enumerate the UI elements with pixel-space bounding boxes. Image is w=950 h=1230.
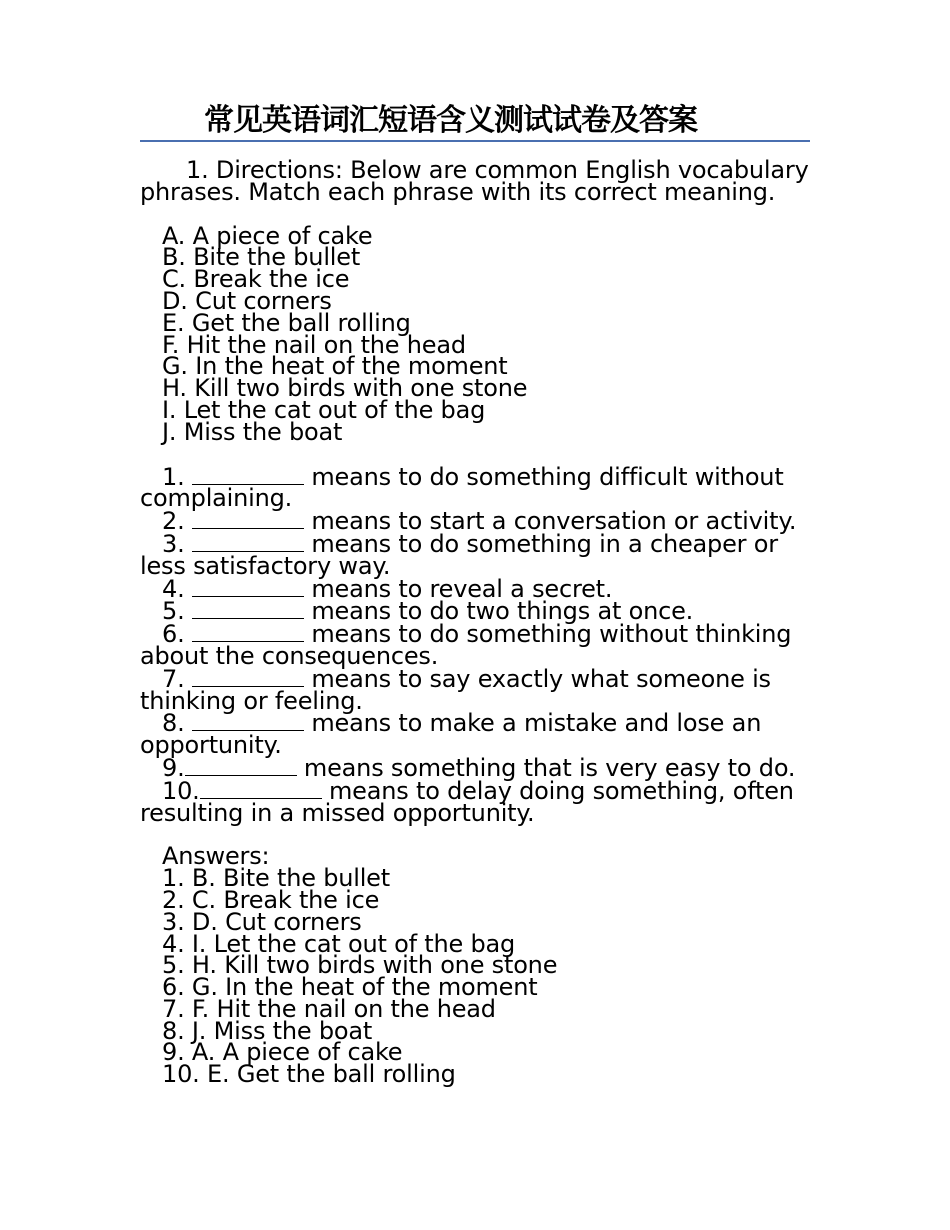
title-underline — [140, 140, 810, 142]
question-text: means something that is very easy to do. — [296, 753, 796, 782]
question-number: 10. — [162, 776, 200, 805]
option-item: B. Bite the bullet — [162, 243, 361, 272]
page-title: 常见英语词汇短语含义测试试卷及答案 — [204, 103, 697, 138]
answer-item: 4. I. Let the cat out of the bag — [162, 929, 516, 958]
option-item: E. Get the ball rolling — [162, 308, 411, 337]
question-text: means to do something in a cheaper or less satisfactory way. — [140, 529, 778, 580]
answer-item: 2. C. Break the ice — [162, 885, 380, 914]
question-number: 6. — [162, 620, 192, 649]
directions-text: 1. Directions: Below are common English vocabulary phrases. Match each phrase with its correct meaning. — [140, 156, 809, 206]
answer-blank — [185, 757, 297, 776]
question-number: 2. — [162, 507, 192, 536]
answer-item: 5. H. Kill two birds with one stone — [162, 951, 558, 980]
question-text: means to make a mistake and lose an opportunity. — [140, 709, 762, 760]
question-number: 3. — [162, 529, 192, 558]
option-item: J. Miss the boat — [162, 417, 343, 446]
question-text: means to do two things at once. — [303, 597, 694, 626]
question-text: means to say exactly what someone is thinking or feeling. — [140, 664, 771, 715]
question-number: 1. — [162, 462, 192, 491]
answer-item: 9. A. A piece of cake — [162, 1038, 403, 1067]
answer-blank — [192, 623, 304, 642]
title-block — [140, 100, 810, 142]
answer-item: 10. E. Get the ball rolling — [162, 1060, 456, 1089]
answer-blank — [200, 780, 322, 799]
option-item: H. Kill two birds with one stone — [162, 374, 528, 403]
answers-heading: Answers: — [162, 842, 270, 871]
question-item — [140, 462, 820, 513]
answer-blank — [192, 466, 304, 485]
option-item: D. Cut corners — [162, 286, 332, 315]
document-body — [140, 156, 820, 1089]
question-text: means to do something without thinking about the consequences. — [140, 620, 792, 670]
answers-section — [140, 842, 820, 1089]
option-item: G. In the heat of the moment — [162, 352, 508, 381]
question-text: means to do something difficult without complaining. — [140, 462, 784, 513]
answer-blank — [192, 510, 304, 529]
answer-item: 8. J. Miss the boat — [162, 1016, 373, 1045]
question-item — [140, 776, 820, 827]
options-list — [140, 221, 820, 446]
question-item — [140, 529, 820, 580]
answer-blank — [192, 600, 304, 619]
option-item: F. Hit the nail on the head — [162, 330, 466, 359]
answer-blank — [192, 668, 304, 687]
question-number: 8. — [162, 709, 192, 738]
option-item: C. Break the ice — [162, 265, 350, 294]
question-item — [140, 620, 820, 670]
question-text: means to start a conversation or activity. — [303, 507, 797, 536]
question-number: 4. — [162, 574, 192, 603]
question-text: means to reveal a secret. — [303, 574, 613, 603]
directions-paragraph — [140, 156, 820, 206]
question-text: means to delay doing something, often resulting in a missed opportunity. — [140, 776, 794, 827]
answer-item: 3. D. Cut corners — [162, 907, 362, 936]
option-item: I. Let the cat out of the bag — [162, 395, 486, 424]
option-item: A. A piece of cake — [162, 221, 373, 250]
answer-blank — [192, 712, 304, 731]
answer-blank — [192, 578, 304, 597]
question-item — [140, 709, 820, 760]
answer-blank — [192, 533, 304, 552]
question-number: 5. — [162, 597, 192, 626]
questions-list — [140, 462, 820, 827]
answer-item: 7. F. Hit the nail on the head — [162, 994, 496, 1023]
question-number: 7. — [162, 664, 192, 693]
answer-item: 6. G. In the heat of the moment — [162, 973, 538, 1002]
question-number: 9. — [162, 753, 185, 782]
answer-item: 1. B. Bite the bullet — [162, 864, 390, 893]
question-item — [140, 664, 820, 715]
